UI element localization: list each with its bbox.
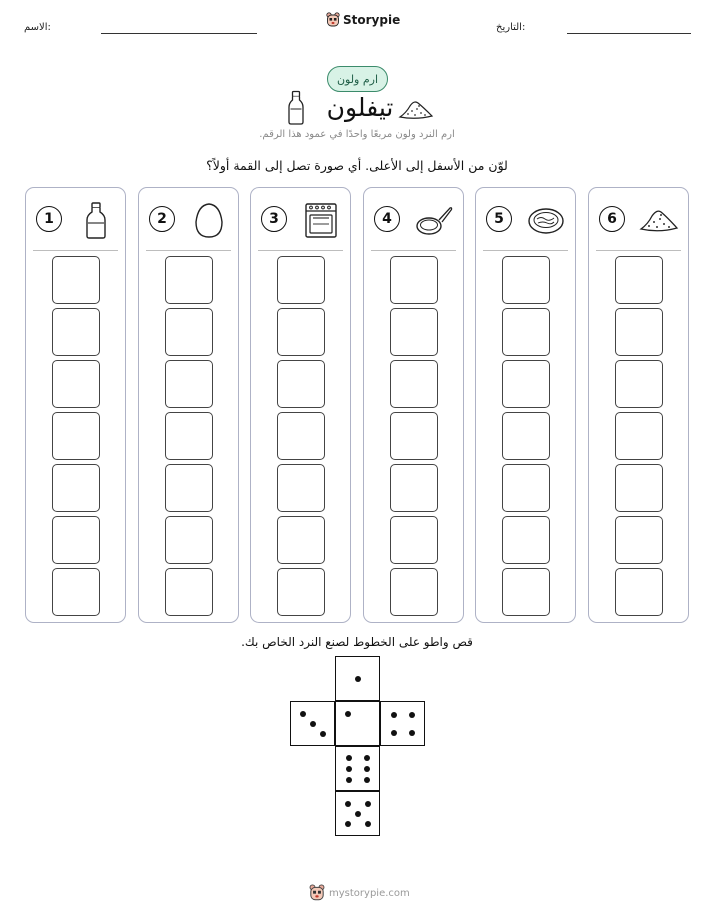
flour-pile-icon — [398, 97, 434, 121]
color-cell[interactable] — [165, 360, 213, 408]
date-label: التاريخ: — [496, 22, 526, 33]
die-pip — [364, 766, 370, 772]
color-cell[interactable] — [165, 256, 213, 304]
color-cell[interactable] — [165, 464, 213, 512]
color-cell[interactable] — [390, 256, 438, 304]
color-cell[interactable] — [165, 516, 213, 564]
die-pip — [355, 811, 361, 817]
die-pip — [345, 711, 351, 717]
color-cell[interactable] — [615, 360, 663, 408]
color-cell[interactable] — [502, 568, 550, 616]
die-pip — [300, 711, 306, 717]
color-cell[interactable] — [277, 412, 325, 460]
color-cell[interactable] — [615, 516, 663, 564]
color-cell[interactable] — [390, 308, 438, 356]
color-cell[interactable] — [502, 360, 550, 408]
color-cell[interactable] — [390, 568, 438, 616]
name-label: الاسم: — [24, 22, 51, 33]
color-cell[interactable] — [615, 464, 663, 512]
die-pip — [391, 730, 397, 736]
milk-bottle-icon — [287, 90, 305, 126]
die-pip — [391, 712, 397, 718]
die-face[interactable] — [335, 656, 380, 701]
cut-fold-instruction: قص واطو على الخطوط لصنع النرد الخاص بك. — [241, 635, 473, 649]
color-cell[interactable] — [52, 360, 100, 408]
column-2 — [138, 187, 239, 623]
die-face[interactable] — [335, 746, 380, 791]
color-cell[interactable] — [277, 568, 325, 616]
die-pip — [409, 712, 415, 718]
die-face[interactable] — [335, 701, 380, 746]
color-cell[interactable] — [165, 568, 213, 616]
die-pip — [409, 730, 415, 736]
flour-pile-icon — [639, 200, 679, 240]
column-1 — [25, 187, 126, 623]
die-pip — [364, 777, 370, 783]
frying-pan-icon — [414, 200, 454, 240]
column-number: 6 — [599, 206, 625, 232]
color-cell[interactable] — [277, 516, 325, 564]
color-cell[interactable] — [502, 516, 550, 564]
column-3 — [250, 187, 351, 623]
die-face[interactable] — [335, 791, 380, 836]
egg-icon — [189, 200, 229, 240]
color-cell[interactable] — [502, 308, 550, 356]
die-pip — [310, 721, 316, 727]
die-pip — [346, 766, 352, 772]
column-divider — [483, 250, 568, 251]
die-face[interactable] — [380, 701, 425, 746]
color-cell[interactable] — [52, 516, 100, 564]
die-pip — [365, 821, 371, 827]
subtitle: ارم النرد ولون مربعًا واحدًا في عمود هذا الرقم. — [259, 129, 455, 140]
die-face[interactable] — [290, 701, 335, 746]
column-divider — [33, 250, 118, 251]
color-cell[interactable] — [277, 360, 325, 408]
color-cell[interactable] — [615, 256, 663, 304]
color-cell[interactable] — [502, 464, 550, 512]
date-line[interactable] — [567, 33, 691, 34]
column-number: 1 — [36, 206, 62, 232]
color-cell[interactable] — [52, 256, 100, 304]
color-cell[interactable] — [615, 308, 663, 356]
die-pip — [320, 731, 326, 737]
column-number: 3 — [261, 206, 287, 232]
color-cell[interactable] — [390, 464, 438, 512]
color-cell[interactable] — [52, 308, 100, 356]
brand-logo — [326, 12, 400, 28]
color-cell[interactable] — [390, 360, 438, 408]
storypie-mascot-icon — [309, 884, 325, 902]
column-number: 2 — [149, 206, 175, 232]
milk-bottle-icon — [76, 200, 116, 240]
die-pip — [364, 755, 370, 761]
color-cell[interactable] — [165, 308, 213, 356]
color-cell[interactable] — [165, 412, 213, 460]
die-pip — [365, 801, 371, 807]
column-6 — [588, 187, 689, 623]
color-cell[interactable] — [277, 308, 325, 356]
die-pip — [345, 821, 351, 827]
pancake-icon — [526, 200, 566, 240]
color-cell[interactable] — [52, 464, 100, 512]
color-cell[interactable] — [502, 256, 550, 304]
color-cell[interactable] — [390, 412, 438, 460]
color-cell[interactable] — [615, 412, 663, 460]
column-5 — [475, 187, 576, 623]
column-divider — [258, 250, 343, 251]
column-number: 5 — [486, 206, 512, 232]
color-cell[interactable] — [277, 256, 325, 304]
column-divider — [371, 250, 456, 251]
column-divider — [596, 250, 681, 251]
die-pip — [355, 676, 361, 682]
die-pip — [345, 801, 351, 807]
storypie-mascot-icon — [326, 12, 340, 28]
page-title: تيفلون — [326, 93, 394, 122]
die-pip — [346, 777, 352, 783]
footer-url[interactable]: mystorypie.com — [329, 887, 410, 899]
color-cell[interactable] — [615, 568, 663, 616]
instruction: لوّن من الأسفل إلى الأعلى. أي صورة تصل إلى القمة أولاً؟ — [206, 158, 508, 173]
roll-and-color-badge: ارم ولون — [327, 66, 388, 92]
column-divider — [146, 250, 231, 251]
column-number: 4 — [374, 206, 400, 232]
oven-icon — [301, 200, 341, 240]
color-cell[interactable] — [502, 412, 550, 460]
name-line[interactable] — [101, 33, 257, 34]
footer — [309, 884, 410, 902]
color-cell[interactable] — [52, 568, 100, 616]
column-4 — [363, 187, 464, 623]
die-pip — [346, 755, 352, 761]
color-cell[interactable] — [277, 464, 325, 512]
color-cell[interactable] — [52, 412, 100, 460]
brand-name: Storypie — [343, 13, 401, 27]
color-cell[interactable] — [390, 516, 438, 564]
